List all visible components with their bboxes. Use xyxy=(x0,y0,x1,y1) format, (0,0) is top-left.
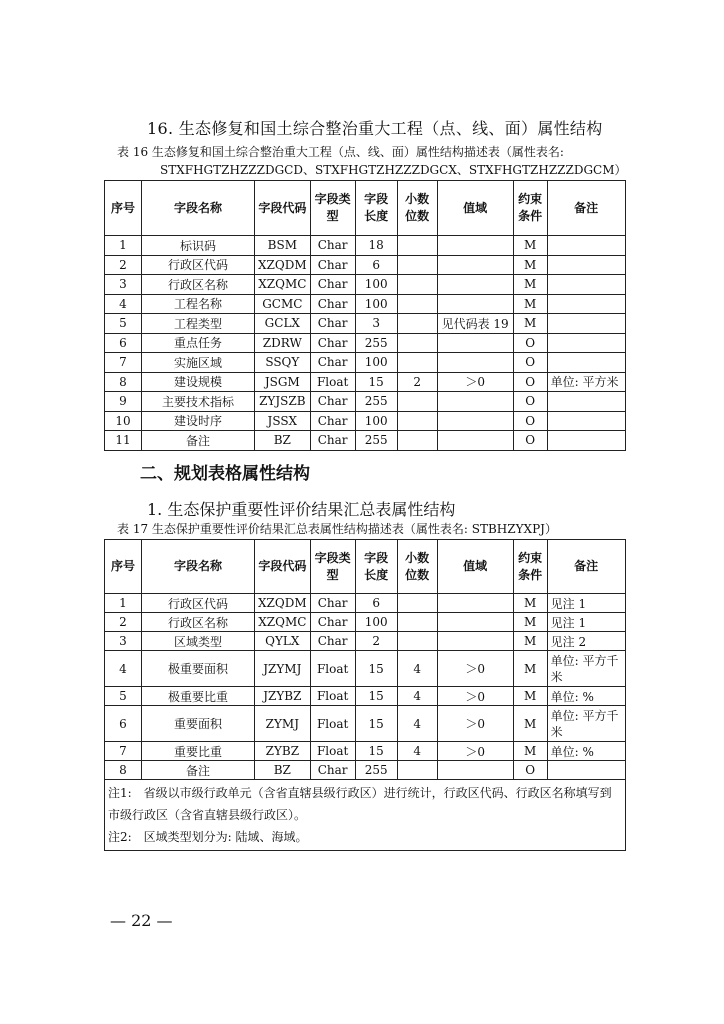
cell-value-range xyxy=(437,333,513,353)
table-row xyxy=(105,431,626,451)
cell-field-type: Char xyxy=(310,594,355,613)
cell-value-range xyxy=(437,411,513,431)
cell-value-range xyxy=(437,236,513,256)
cell-seq: 11 xyxy=(105,431,142,451)
cell-field-code: ZYBZ xyxy=(255,742,311,761)
cell-field-name: 建设规模 xyxy=(142,372,255,392)
table-row xyxy=(105,333,626,353)
cell-constraint: M xyxy=(513,594,547,613)
cell-field-length: 6 xyxy=(355,255,397,275)
cell-field-code: JZYMJ xyxy=(255,651,311,687)
cell-decimals: 4 xyxy=(397,651,437,687)
cell-seq: 3 xyxy=(105,632,142,651)
cell-field-length: 100 xyxy=(355,613,397,632)
cell-field-length: 100 xyxy=(355,294,397,314)
cell-remark xyxy=(547,236,625,256)
table-row xyxy=(105,594,626,613)
cell-seq: 1 xyxy=(105,594,142,613)
cell-decimals: 4 xyxy=(397,742,437,761)
table-17-note-row xyxy=(105,780,626,851)
cell-field-name: 区域类型 xyxy=(142,632,255,651)
table-16-caption-line1: 表 16 生态修复和国土综合整治重大工程（点、线、面）属性结构描述表（属性表名: xyxy=(117,145,564,159)
cell-field-type: Char xyxy=(310,236,355,256)
cell-field-code: XZQMC xyxy=(255,275,311,295)
cell-field-length: 255 xyxy=(355,761,397,780)
cell-decimals xyxy=(397,314,437,334)
cell-decimals xyxy=(397,761,437,780)
cell-field-name: 建设时序 xyxy=(142,411,255,431)
cell-value-range: ＞0 xyxy=(437,651,513,687)
cell-field-length: 100 xyxy=(355,411,397,431)
header-decimals: 小数位数 xyxy=(397,181,437,236)
cell-seq: 3 xyxy=(105,275,142,295)
note-1: 注1: 省级以市级行政单元（含省直辖县级行政区）进行统计，行政区代码、行政区名称填写到市级行政区（含省直辖县级行政区）。 xyxy=(108,786,612,822)
table-row xyxy=(105,314,626,334)
table-row xyxy=(105,411,626,431)
cell-remark: 单位: % xyxy=(547,742,625,761)
cell-field-type: Float xyxy=(310,651,355,687)
cell-field-code: ZYJSZB xyxy=(255,392,311,412)
cell-constraint: M xyxy=(513,294,547,314)
cell-field-length: 15 xyxy=(355,742,397,761)
cell-seq: 9 xyxy=(105,392,142,412)
cell-value-range: ＞0 xyxy=(437,687,513,706)
cell-value-range xyxy=(437,632,513,651)
cell-constraint: M xyxy=(513,314,547,334)
cell-field-name: 备注 xyxy=(142,431,255,451)
table-row xyxy=(105,742,626,761)
cell-remark xyxy=(547,255,625,275)
table-row xyxy=(105,761,626,780)
cell-remark xyxy=(547,411,625,431)
cell-constraint: O xyxy=(513,372,547,392)
cell-field-code: BZ xyxy=(255,431,311,451)
cell-field-type: Char xyxy=(310,353,355,373)
cell-field-name: 行政区名称 xyxy=(142,613,255,632)
cell-field-type: Char xyxy=(310,392,355,412)
cell-field-name: 行政区代码 xyxy=(142,255,255,275)
header-field-code: 字段代码 xyxy=(255,540,311,594)
table-row xyxy=(105,372,626,392)
cell-field-name: 行政区名称 xyxy=(142,275,255,295)
cell-seq: 1 xyxy=(105,236,142,256)
table-row xyxy=(105,275,626,295)
cell-value-range xyxy=(437,613,513,632)
cell-remark: 单位: 平方千米 xyxy=(547,651,625,687)
cell-value-range xyxy=(437,275,513,295)
cell-constraint: M xyxy=(513,742,547,761)
cell-field-code: GCMC xyxy=(255,294,311,314)
cell-seq: 8 xyxy=(105,761,142,780)
cell-field-code: ZDRW xyxy=(255,333,311,353)
cell-field-code: QYLX xyxy=(255,632,311,651)
table-row xyxy=(105,687,626,706)
cell-value-range: 见代码表 19 xyxy=(437,314,513,334)
cell-field-name: 主要技术指标 xyxy=(142,392,255,412)
cell-seq: 6 xyxy=(105,706,142,742)
cell-field-name: 极重要比重 xyxy=(142,687,255,706)
cell-field-code: XZQDM xyxy=(255,594,311,613)
header-constraint: 约束条件 xyxy=(513,181,547,236)
cell-constraint: M xyxy=(513,275,547,295)
cell-decimals: 2 xyxy=(397,372,437,392)
cell-remark xyxy=(547,333,625,353)
cell-decimals xyxy=(397,411,437,431)
cell-decimals xyxy=(397,632,437,651)
cell-constraint: O xyxy=(513,333,547,353)
cell-field-length: 255 xyxy=(355,333,397,353)
cell-constraint: M xyxy=(513,687,547,706)
cell-seq: 10 xyxy=(105,411,142,431)
header-field-code: 字段代码 xyxy=(255,181,311,236)
table-row xyxy=(105,294,626,314)
cell-remark xyxy=(547,353,625,373)
cell-seq: 5 xyxy=(105,687,142,706)
cell-decimals xyxy=(397,431,437,451)
cell-field-length: 255 xyxy=(355,431,397,451)
cell-decimals: 4 xyxy=(397,687,437,706)
cell-seq: 4 xyxy=(105,294,142,314)
cell-seq: 2 xyxy=(105,613,142,632)
cell-field-type: Char xyxy=(310,761,355,780)
cell-field-code: XZQMC xyxy=(255,613,311,632)
table-17-notes xyxy=(105,780,626,851)
cell-field-name: 备注 xyxy=(142,761,255,780)
cell-value-range xyxy=(437,431,513,451)
header-value-range: 值域 xyxy=(437,540,513,594)
table-row xyxy=(105,236,626,256)
cell-remark xyxy=(547,761,625,780)
cell-field-name: 极重要面积 xyxy=(142,651,255,687)
table-row xyxy=(105,392,626,412)
header-value-range: 值域 xyxy=(437,181,513,236)
table-row xyxy=(105,353,626,373)
cell-decimals xyxy=(397,613,437,632)
cell-field-type: Char xyxy=(310,632,355,651)
header-decimals: 小数位数 xyxy=(397,540,437,594)
cell-field-type: Char xyxy=(310,333,355,353)
cell-seq: 7 xyxy=(105,742,142,761)
cell-field-length: 6 xyxy=(355,594,397,613)
table-row xyxy=(105,706,626,742)
cell-field-type: Char xyxy=(310,411,355,431)
cell-field-type: Char xyxy=(310,431,355,451)
cell-remark: 单位: 平方米 xyxy=(547,372,625,392)
cell-remark: 见注 1 xyxy=(547,594,625,613)
cell-constraint: M xyxy=(513,632,547,651)
cell-field-name: 重要比重 xyxy=(142,742,255,761)
cell-field-length: 15 xyxy=(355,372,397,392)
table-16-body xyxy=(105,236,626,451)
table-row xyxy=(105,632,626,651)
table-17-header-row xyxy=(105,540,626,594)
cell-field-name: 实施区域 xyxy=(142,353,255,373)
cell-value-range: ＞0 xyxy=(437,706,513,742)
cell-value-range xyxy=(437,594,513,613)
header-field-name: 字段名称 xyxy=(142,181,255,236)
cell-field-code: XZQDM xyxy=(255,255,311,275)
cell-value-range xyxy=(437,353,513,373)
cell-seq: 5 xyxy=(105,314,142,334)
cell-field-type: Char xyxy=(310,255,355,275)
cell-field-type: Float xyxy=(310,372,355,392)
header-field-type: 字段类型 xyxy=(310,181,355,236)
cell-field-length: 3 xyxy=(355,314,397,334)
cell-field-code: BSM xyxy=(255,236,311,256)
cell-field-code: SSQY xyxy=(255,353,311,373)
cell-field-name: 重点任务 xyxy=(142,333,255,353)
cell-field-code: JSGM xyxy=(255,372,311,392)
cell-seq: 4 xyxy=(105,651,142,687)
cell-decimals xyxy=(397,236,437,256)
table-17-body xyxy=(105,594,626,780)
cell-constraint: M xyxy=(513,236,547,256)
cell-value-range: ＞0 xyxy=(437,372,513,392)
cell-constraint: O xyxy=(513,353,547,373)
section-2-title: 二、规划表格属性结构 xyxy=(140,464,310,484)
cell-constraint: O xyxy=(513,392,547,412)
cell-value-range: ＞0 xyxy=(437,742,513,761)
cell-decimals xyxy=(397,333,437,353)
cell-remark: 见注 1 xyxy=(547,613,625,632)
note-2: 注2: 区域类型划分为: 陆域、海域。 xyxy=(108,830,308,844)
cell-field-name: 工程名称 xyxy=(142,294,255,314)
header-field-name: 字段名称 xyxy=(142,540,255,594)
cell-constraint: M xyxy=(513,706,547,742)
table-17 xyxy=(104,539,626,851)
cell-remark xyxy=(547,392,625,412)
cell-field-length: 15 xyxy=(355,687,397,706)
cell-decimals: 4 xyxy=(397,706,437,742)
cell-decimals xyxy=(397,392,437,412)
cell-field-length: 100 xyxy=(355,275,397,295)
cell-field-type: Char xyxy=(310,275,355,295)
cell-decimals xyxy=(397,294,437,314)
cell-field-code: JSSX xyxy=(255,411,311,431)
cell-remark xyxy=(547,294,625,314)
cell-decimals xyxy=(397,275,437,295)
section-16-heading: 16. 生态修复和国土综合整治重大工程（点、线、面）属性结构 xyxy=(147,119,603,138)
page-number: — 22 — xyxy=(110,911,173,930)
cell-field-type: Float xyxy=(310,687,355,706)
table-16 xyxy=(104,180,626,451)
cell-remark: 单位: 平方千米 xyxy=(547,706,625,742)
cell-field-name: 标识码 xyxy=(142,236,255,256)
cell-constraint: O xyxy=(513,431,547,451)
cell-seq: 7 xyxy=(105,353,142,373)
cell-constraint: M xyxy=(513,255,547,275)
cell-decimals xyxy=(397,353,437,373)
cell-remark xyxy=(547,431,625,451)
cell-field-code: GCLX xyxy=(255,314,311,334)
cell-field-type: Char xyxy=(310,314,355,334)
cell-constraint: M xyxy=(513,651,547,687)
cell-field-code: ZYMJ xyxy=(255,706,311,742)
table-row xyxy=(105,613,626,632)
cell-decimals xyxy=(397,594,437,613)
cell-value-range xyxy=(437,294,513,314)
table-row xyxy=(105,651,626,687)
cell-value-range xyxy=(437,392,513,412)
cell-field-name: 工程类型 xyxy=(142,314,255,334)
header-field-length: 字段长度 xyxy=(355,540,397,594)
header-field-type: 字段类型 xyxy=(310,540,355,594)
cell-field-type: Char xyxy=(310,613,355,632)
table-row xyxy=(105,255,626,275)
cell-seq: 8 xyxy=(105,372,142,392)
header-remark: 备注 xyxy=(547,181,625,236)
cell-seq: 2 xyxy=(105,255,142,275)
header-constraint: 约束条件 xyxy=(513,540,547,594)
cell-field-type: Float xyxy=(310,742,355,761)
header-remark: 备注 xyxy=(547,540,625,594)
cell-decimals xyxy=(397,255,437,275)
cell-field-type: Char xyxy=(310,294,355,314)
cell-field-code: JZYBZ xyxy=(255,687,311,706)
table-16-header-row xyxy=(105,181,626,236)
header-seq: 序号 xyxy=(105,181,142,236)
cell-field-code: BZ xyxy=(255,761,311,780)
cell-value-range xyxy=(437,761,513,780)
header-seq: 序号 xyxy=(105,540,142,594)
cell-remark xyxy=(547,275,625,295)
cell-field-length: 100 xyxy=(355,353,397,373)
cell-value-range xyxy=(437,255,513,275)
header-field-length: 字段长度 xyxy=(355,181,397,236)
cell-remark xyxy=(547,314,625,334)
cell-seq: 6 xyxy=(105,333,142,353)
cell-constraint: M xyxy=(513,613,547,632)
cell-remark: 见注 2 xyxy=(547,632,625,651)
subsection-1-heading: 1. 生态保护重要性评价结果汇总表属性结构 xyxy=(147,500,456,519)
cell-constraint: O xyxy=(513,761,547,780)
cell-field-length: 255 xyxy=(355,392,397,412)
cell-field-length: 15 xyxy=(355,651,397,687)
table-17-caption: 表 17 生态保护重要性评价结果汇总表属性结构描述表（属性表名: STBHZYXPJ） xyxy=(117,522,557,536)
cell-field-length: 15 xyxy=(355,706,397,742)
table-16-caption-line2: STXFHGTZHZZZDGCD、STXFHGTZHZZZDGCX、STXFHGTZHZZZDGCM） xyxy=(160,163,627,177)
cell-field-name: 重要面积 xyxy=(142,706,255,742)
cell-remark: 单位: % xyxy=(547,687,625,706)
cell-field-length: 2 xyxy=(355,632,397,651)
cell-field-name: 行政区代码 xyxy=(142,594,255,613)
cell-constraint: O xyxy=(513,411,547,431)
cell-field-length: 18 xyxy=(355,236,397,256)
cell-field-type: Float xyxy=(310,706,355,742)
